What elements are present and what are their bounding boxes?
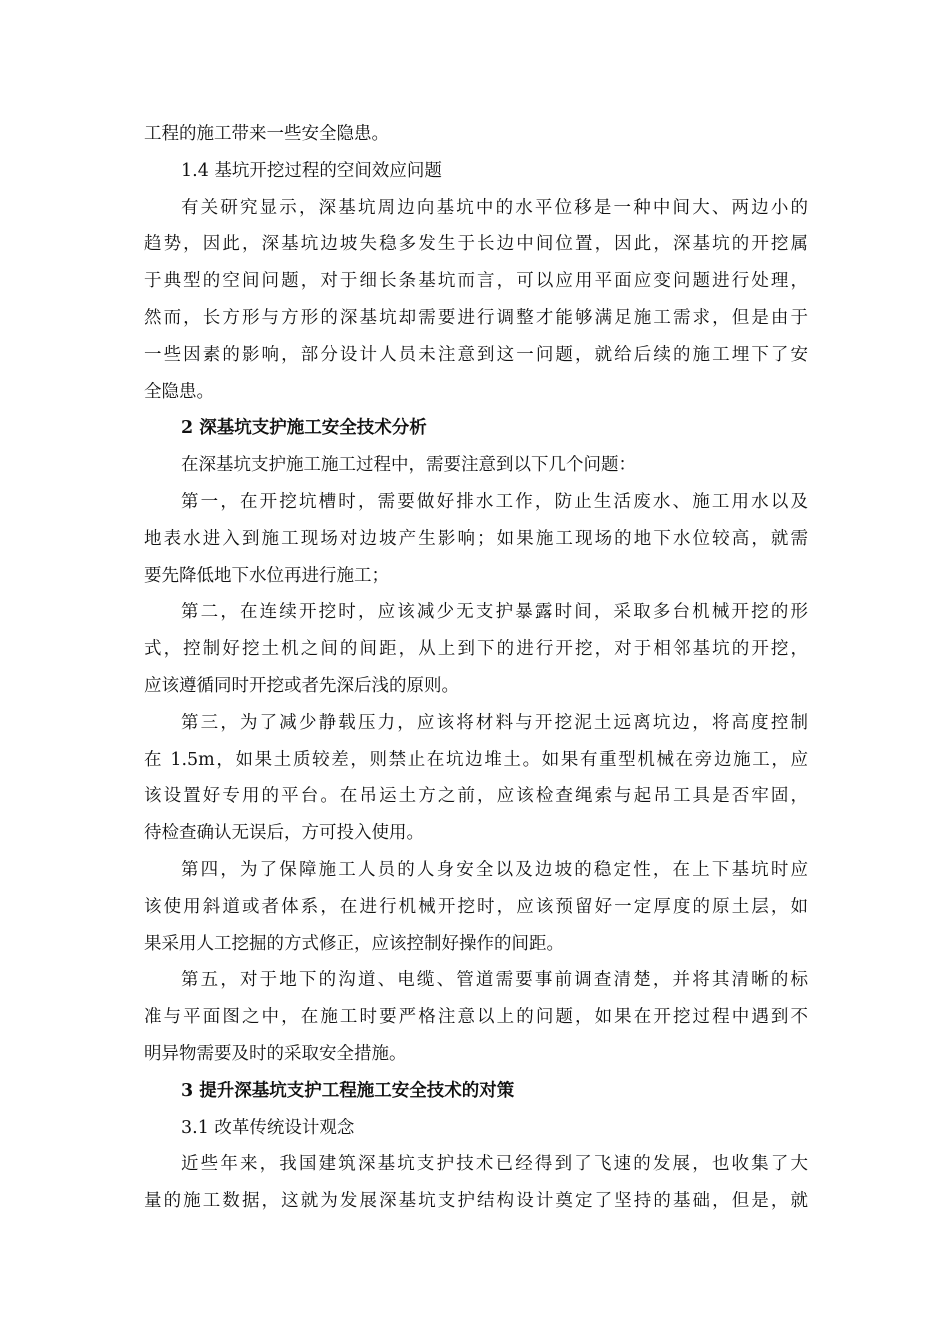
section-heading: 2 深基坑支护施工安全技术分析 <box>181 418 427 439</box>
paragraph-line: 有关研究显示，深基坑周边向基坑中的水平位移是一种中间大、两边小的 <box>181 197 808 218</box>
paragraph-line: 果采用人工挖掘的方式修正，应该控制好操作的间距。 <box>144 933 564 954</box>
paragraph-line: 于典型的空间问题，对于细长条基坑而言，可以应用平面应变问题进行处理， <box>144 271 808 292</box>
paragraph-line: 在 1.5m，如果土质较差，则禁止在坑边堆土。如果有重型机械在旁边施工，应 <box>144 749 808 770</box>
paragraph-line: 应该遵循同时开挖或者先深后浅的原则。 <box>144 675 459 696</box>
paragraph-line: 1.4 基坑开挖过程的空间效应问题 <box>181 160 442 181</box>
paragraph-line: 全隐患。 <box>144 381 214 402</box>
paragraph-line: 要先降低地下水位再进行施工； <box>144 565 389 586</box>
paragraph-line: 待检查确认无误后，方可投入使用。 <box>144 823 424 844</box>
paragraph-line: 在深基坑支护施工施工过程中，需要注意到以下几个问题： <box>181 455 636 476</box>
section-heading: 3 提升深基坑支护工程施工安全技术的对策 <box>181 1080 515 1101</box>
paragraph-line: 近些年来，我国建筑深基坑支护技术已经得到了飞速的发展，也收集了大 <box>181 1154 808 1175</box>
paragraph-line: 工程的施工带来一些安全隐患。 <box>144 124 389 144</box>
paragraph-line: 地表水进入到施工现场对边坡产生影响；如果施工现场的地下水位较高，就需 <box>144 528 808 549</box>
paragraph-line: 第二，在连续开挖时，应该减少无支护暴露时间，采取多台机械开挖的形 <box>181 602 808 623</box>
paragraph-line: 一些因素的影响，部分设计人员未注意到这一问题，就给后续的施工埋下了安 <box>144 344 808 365</box>
body-text <box>144 116 808 1220</box>
paragraph-line: 第四，为了保障施工人员的人身安全以及边坡的稳定性，在上下基坑时应 <box>181 859 808 880</box>
paragraph-line: 然而，长方形与方形的深基坑却需要进行调整才能够满足施工需求，但是由于 <box>144 307 808 328</box>
paragraph-line: 3.1 改革传统设计观念 <box>181 1117 355 1138</box>
paragraph-line: 趋势，因此，深基坑边坡失稳多发生于长边中间位置，因此，深基坑的开挖属 <box>144 234 808 255</box>
paragraph-line: 第三，为了减少静载压力，应该将材料与开挖泥土远离坑边，将高度控制 <box>181 712 808 733</box>
paragraph-line: 明异物需要及时的采取安全措施。 <box>144 1043 407 1064</box>
paragraph-line: 量的施工数据，这就为发展深基坑支护结构设计奠定了坚持的基础，但是，就 <box>144 1191 808 1212</box>
paragraph-line: 该设置好专用的平台。在吊运土方之前，应该检查绳索与起吊工具是否牢固， <box>144 786 808 807</box>
paragraph-line: 准与平面图之中，在施工时要严格注意以上的问题，如果在开挖过程中遇到不 <box>144 1007 808 1028</box>
paragraph-line: 第五，对于地下的沟道、电缆、管道需要事前调查清楚，并将其清晰的标 <box>181 970 808 991</box>
paragraph-line: 第一，在开挖坑槽时，需要做好排水工作，防止生活废水、施工用水以及 <box>181 491 808 512</box>
paragraph-line: 该使用斜道或者体系，在进行机械开挖时，应该预留好一定厚度的原土层，如 <box>144 896 808 917</box>
paragraph-line: 式，控制好挖土机之间的间距，从上到下的进行开挖，对于相邻基坑的开挖， <box>144 639 808 660</box>
